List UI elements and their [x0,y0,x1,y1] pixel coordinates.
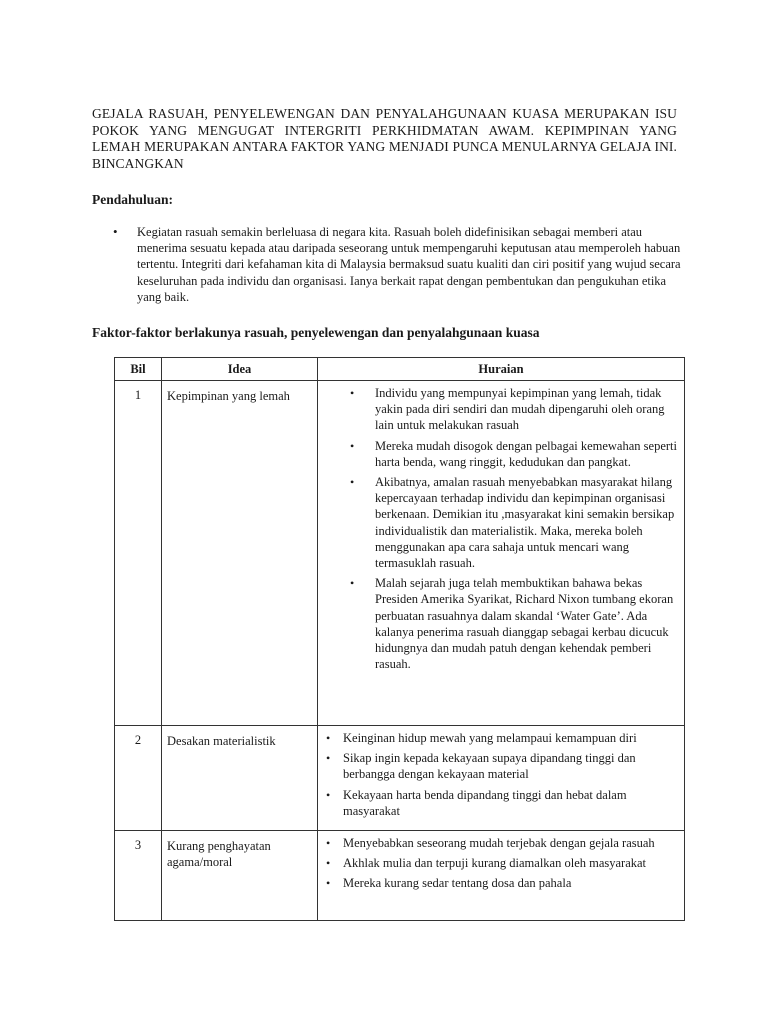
list-item [324,875,680,891]
point-text: Menyebabkan seseorang mudah terjebak dengan gejala rasuah [343,836,655,850]
list-item [324,855,680,871]
huraian-list [324,835,680,892]
row-idea: Kepimpinan yang lemah [162,381,318,726]
row-huraian [318,831,685,921]
list-item [324,385,680,434]
header-huraian: Huraian [318,358,685,381]
table-row [115,381,685,726]
list-item [324,575,680,672]
bullet-icon: • [350,438,355,453]
intro-heading: Pendahuluan: [92,192,174,207]
huraian-list [324,730,680,819]
bullet-icon: • [326,836,331,850]
header-bil: Bil [115,358,162,381]
list-item [324,730,680,746]
row-huraian [318,381,685,726]
row-idea: Desakan materialistik [162,726,318,831]
point-text: Mereka kurang sedar tentang dosa dan pahala [343,876,572,891]
list-item [324,835,680,851]
point-text: Akibatnya, amalan rasuah menyebabkan masyarakat hilang kepercayaan terhadap individu dan kepimpinan organisasi berkenaan. Demikian itu ,masyarakat kini semakin bersikap individualistik dan materialistik. Maka, mereka boleh menggunakan apa cara sahaja untuk mencari wang termasuklah rasuah. [375,475,675,571]
bullet-icon: • [350,576,355,591]
huraian-list [324,385,680,672]
bullet-icon: • [326,856,331,871]
list-item [324,438,680,470]
list-item [324,787,680,819]
bullet-icon: • [350,475,355,490]
bullet-icon: • [326,876,331,891]
point-text: Individu yang mempunyai kepimpinan yang lemah, tidak yakin pada diri sendiri dan mudah dipengaruhi oleh orang lain untuk melakukan rasuah [375,386,665,433]
bullet-icon: • [326,751,331,766]
list-item [324,750,680,782]
intro-paragraph-item [92,224,682,305]
table-row [115,831,685,921]
row-bil: 2 [115,726,162,831]
factors-table [114,357,685,921]
row-idea: Kurang penghayatan agama/moral [162,831,318,921]
point-text: Mereka mudah disogok dengan pelbagai kemewahan seperti harta benda, wang ringgit, kedudukan dan pangkat. [375,438,677,469]
intro-paragraph: Kegiatan rasuah semakin berleluasa di negara kita. Rasuah boleh didefinisikan sebagai memberi atau menerima sesuatu kepada atau daripada seseorang untuk mempengaruhi keputusan atau memperoleh habuan tertentu. Integriti dari kefahaman kita di Malaysia bermaksud suatu kualiti dan ciri positif yang wujud secara keseluruhan pada individu dan organisasi. Ianya berkait rapat dengan pembentukan dan pengukuhan etika yang baik. [137,225,681,304]
row-bil: 3 [115,831,162,921]
point-text: Kekayaan harta benda dipandang tinggi dan hebat dalam masyarakat [343,787,627,818]
list-item [324,474,680,571]
row-bil: 1 [115,381,162,726]
bullet-icon: • [326,787,331,802]
point-text: Keinginan hidup mewah yang melampaui kemampuan diri [343,731,637,745]
bullet-icon: • [326,731,331,745]
essay-question-title: GEJALA RASUAH, PENYELEWENGAN DAN PENYALAHGUNAAN KUASA MERUPAKAN ISU POKOK YANG MENGUGAT INTERGRITI PERKHIDMATAN AWAM. KEPIMPINAN YANG LEMAH MERUPAKAN ANTARA FAKTOR YANG MENJADI PUNCA MENULARNYA GELAJA INI. BINCANGKAN [92,106,677,171]
point-text: Sikap ingin kepada kekayaan supaya dipandang tinggi dan berbangga dengan kekayaan material [343,751,636,782]
point-text: Akhlak mulia dan terpuji kurang diamalkan oleh masyarakat [343,856,647,871]
bullet-icon: • [113,224,118,239]
point-text: Malah sejarah juga telah membuktikan bahawa bekas Presiden Amerika Syarikat, Richard Nixon tumbang ekoran perbuatan rasuahnya dalam skandal ‘Water Gate’. Ada kalanya penerima rasuah dianggap sebagai kerbau dicucuk hidungnya dan mudah patuh dengan kehendak pemberi rasuah. [375,576,674,672]
header-idea: Idea [162,358,318,381]
table-header-row [115,358,685,381]
table-row [115,726,685,831]
factors-heading: Faktor-faktor berlakunya rasuah, penyelewengan dan penyalahgunaan kuasa [92,325,540,340]
bullet-icon: • [350,386,355,400]
row-huraian [318,726,685,831]
intro-list [92,224,682,305]
